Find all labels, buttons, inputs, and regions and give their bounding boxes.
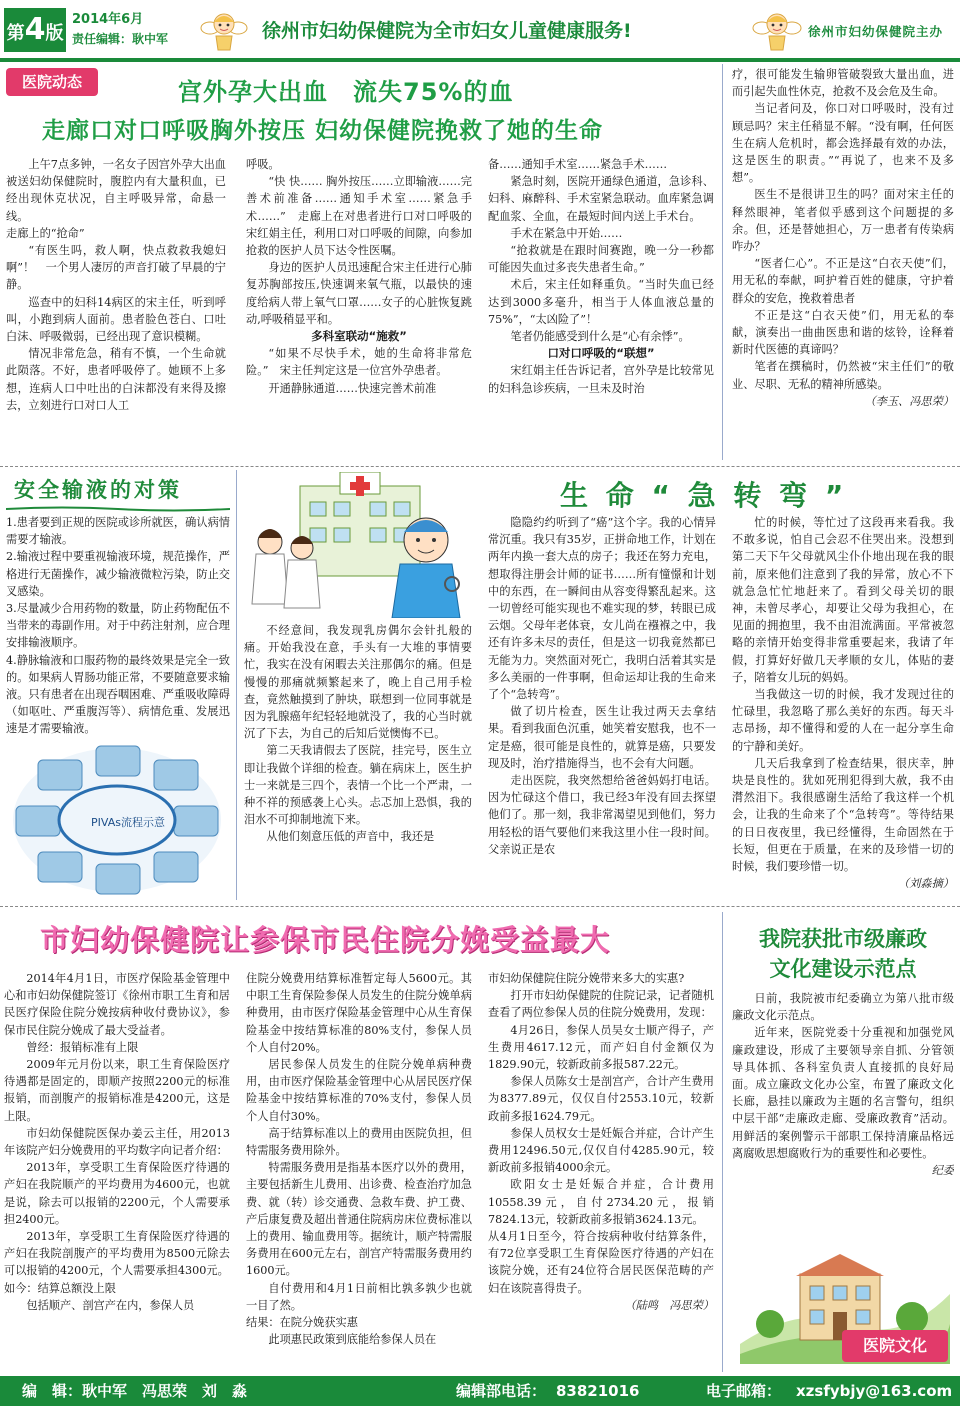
list-item: 4.静脉输液和口服药物的最终效果是完全一致的。如果病人胃肠功能正常，不要随意要求输液。只有患者在出现吞咽困难、严重吸收障碍（如呕吐、严重腹泻等）、病情危重、发展迅速是才需要输液。 bbox=[6, 653, 230, 736]
footer-bar bbox=[0, 1376, 960, 1406]
list-item: 3.尽量减少合用药物的数量，防止药物配伍不当带来的毒副作用。对于中药注射剂，应合理安排输液顺序。 bbox=[6, 602, 230, 650]
paragraph: 2009年元月份以来，职工生育保险医疗待遇都是固定的，即顺产按照2200元的标准报销，而剖腹产的报销标准是4200元，这是上限。 bbox=[4, 1058, 230, 1123]
byline: 纪委 bbox=[931, 1164, 954, 1178]
article1-title-line1: 宫外孕大出血 流失75%的血 bbox=[178, 78, 514, 106]
title-underline bbox=[6, 506, 230, 512]
paragraph: 备……通知手术室……紧急手术…… bbox=[488, 158, 668, 171]
paragraph: 自付费用和4月1日前相比孰多孰少也就一目了然。 bbox=[246, 1281, 472, 1312]
article1-column-2 bbox=[246, 156, 472, 462]
paragraph: 当我做这一切的时候，我才发现过往的忙碌里，我忽略了那么美好的东西。每天斗志昂扬，却不懂得和爱的人在一起分享生命的宁静和美好。 bbox=[732, 688, 954, 753]
section-divider bbox=[0, 466, 960, 467]
subheading: 口对口呼吸的“联想” bbox=[547, 346, 655, 361]
article1-column-4 bbox=[732, 66, 954, 462]
responsible-editor: 责任编辑：耿中军 bbox=[72, 32, 169, 46]
paragraph: “有医生吗，救人啊，快点救救我媳妇啊”！ 一个男人凄厉的声音打破了早晨的宁静。 bbox=[6, 244, 226, 292]
paragraph: 2013年，享受职工生育保险医疗待遇的产妇在我院顺产的平均费用为4600元，也就是说，除去可以报销的2200元，个人需要承担2400元。 bbox=[4, 1161, 230, 1226]
page-prefix: 第 bbox=[6, 23, 25, 44]
paragraph: 市妇幼保健院医保办姜云主任，用2013年该院产妇分娩费用的平均数字向记者介绍： bbox=[4, 1126, 230, 1158]
paragraph: 隐隐约约听到了“癌”这个字。我的心情异常沉重。我只有35岁，正拼命地工作，计划在两年内换一套大点的房子；我还在努力充电，想取得注册会计师的证书……所有憧憬和计划中的东西，在一瞬间由从容变得繁乱起来。这一切曾经可能实现也不难实现的梦，转眼已成云烟。父母年老体衰，女儿尚在襁褓之中，我还有许多未尽的责任，但是这一切我竟然都已无能为力。突然面对死亡，我明白活着其实是多么美丽的一件事啊，但命运却让我的生命来了个“急转弯”。 bbox=[488, 516, 716, 702]
paragraph: 此项惠民政策到底能给参保人员在 bbox=[268, 1333, 437, 1347]
paragraph: 欧阳女士是妊娠合并症，合计费用10558.39元，自付2734.20元，报销7824.13元，较新政前多报销3624.13元。 bbox=[488, 1178, 714, 1226]
paragraph: 术后，宋主任如释重负。“当时失血已经达到3000多毫升，相当于人体血液总量的75%”，“太凶险了”！ bbox=[488, 278, 714, 326]
paragraph: 做了切片检查，医生让我过两天去拿结果。看到我面色沉重，她笑着安慰我，也不一定是癌，很可能是良性的，就算是癌，只要发现及时，治疗措施得当，也不会有大问题。 bbox=[488, 705, 716, 770]
paragraph: 居民参保人员发生的住院分娩单病种费用，由市医疗保险基金管理中心从居民医疗保险基金中按结算标准的70%支付，参保人员个人自付30%。 bbox=[246, 1058, 472, 1123]
publisher-name: 徐州市妇幼保健院主办 bbox=[808, 24, 944, 39]
article5-title bbox=[734, 924, 952, 984]
section-tag-hospital-culture: 医院文化 bbox=[842, 1330, 948, 1362]
paragraph: 不正是这“白衣天使”们，用无私的奉献，演奏出一曲曲医患和谐的炫铃，诠释着新时代医德的真谛吗？ bbox=[732, 308, 954, 357]
article3-column-3 bbox=[732, 514, 954, 900]
paragraph: 几天后我拿到了检查结果，很庆幸，肿块是良性的。犹如死刑犯得到大赦，我不由潸然泪下。我很感谢生活给了我这样一个机会，让我的生命来了个“急转弯”。等待结果的日日夜夜里，我已经懂得，生命固然在于长短，但更在于质量，在来的及珍惜一切的时候，我们要珍惜一切。 bbox=[732, 756, 954, 874]
paragraph: 参保人员陈女士是剖宫产，合计产生费用为8377.89元，仅仅自付2553.10元，较新政前多报1624.79元。 bbox=[488, 1075, 714, 1123]
footer-phone-label: 编辑部电话： bbox=[456, 1382, 547, 1400]
paragraph: 手术在紧急中开始…… bbox=[510, 226, 623, 240]
column-divider bbox=[722, 64, 723, 460]
paragraph: 不经意间，我发现乳房偶尔会针扎般的痛。开始我没在意，手头有一大堆的事情要忙，我实在没有闲暇去关注那偶尔的痛。但是慢慢的那痛就频繁起来了，晚上自己用手检查，竟然触摸到了肿块，联想到一位同事就是因为乳腺癌年纪轻轻地就没了，我的心当时就沉了下去，为自己的后知后觉懊悔不已。 bbox=[244, 624, 472, 741]
article5-body bbox=[732, 990, 954, 1260]
paragraph: 走出医院，我突然想给爸爸妈妈打电话。因为忙碌这个借口，我已经3年没有回去探望他们了。那一刻，我非常渴望见到他们，努力用轻松的语气要他们来我这里小住一段时间。父亲说正是农 bbox=[488, 774, 716, 856]
paragraph: 当记者问及，你口对口呼吸时，没有过顾忌吗？宋主任稍显不解。“没有啊，任何医生在病人危机时，都会选择最有效的办法，这是医生的职责。”“再说了，也来不及多想”。 bbox=[732, 102, 954, 185]
pivas-workflow-photo bbox=[8, 740, 226, 900]
paragraph: “如果不尽快手术，她的生命将非常危险。” 宋主任判定这是一位宫外孕患者。 bbox=[246, 347, 472, 378]
paragraph: 笔者在撰稿时，仍然被“宋主任们”的敬业、尽职、无私的精神所感染。 bbox=[732, 360, 954, 391]
paragraph: 包括顺产、剖宫产在内，参保人员 bbox=[26, 1298, 195, 1312]
header-slogan: 徐州市妇幼保健院为全市妇女儿童健康服务! bbox=[262, 20, 632, 42]
article5-title-line1: 我院获批市级廉政 bbox=[759, 927, 927, 951]
paragraph: 笔者仍能感受到什么是“心有余悸”。 bbox=[510, 330, 690, 344]
byline: （刘淼摘） bbox=[898, 877, 954, 891]
column-divider bbox=[236, 470, 237, 900]
section-tag-hospital-news: 医院动态 bbox=[6, 68, 98, 96]
article1-column-1 bbox=[6, 156, 226, 462]
column-divider bbox=[722, 912, 723, 1372]
paragraph: 呼吸。 bbox=[246, 158, 280, 171]
paragraph: 特需服务费用是指基本医疗以外的费用，主要包括新生儿费用、出诊费、检查治疗加急费、就（转）诊交通费、急救车费、护工费、产后康复费及超出普通住院病房床位费标准以上的费用、输血费用等。据统计，顺产特需服务费用在600元左右，剖宫产特需服务费用约1600元。 bbox=[246, 1161, 472, 1278]
footer-email-label: 电子邮箱： bbox=[706, 1382, 782, 1400]
article5-title-line2: 文化建设示范点 bbox=[769, 957, 917, 981]
infusion-tips-list bbox=[6, 514, 230, 740]
paragraph: 参保人员权女士是妊娠合并症，合计产生费用12496.50元,仅仅自付4285.90元，较新政前多报销4000余元。 bbox=[488, 1126, 714, 1175]
paragraph: “快 快…… 胸外按压……立即输液……完善术前准备……通知手术室……紧急手术……” 走廊上在对患者进行口对口呼吸的宋红娟主任，利用口对口呼吸的间隙，向参加抢救的医护人员下达令性医嘱。 bbox=[246, 175, 472, 258]
byline: （李玉、冯思荣） bbox=[864, 394, 954, 408]
article1-title-line2: 走廊口对口呼吸胸外按压 妇幼保健院挽救了她的生命 bbox=[42, 118, 604, 144]
masthead bbox=[0, 0, 960, 60]
paragraph: 打开市妇幼保健院的住院记录，记者随机查看了两位参保人员的住院分娩费用，发现： bbox=[488, 989, 714, 1020]
paragraph: 上午7点多钟，一名女子因宫外孕大出血被送妇幼保健院时，腹腔内有大量积血，已经出现休克状况，自主呼吸异常，命悬一线。 bbox=[6, 158, 226, 223]
paragraph: 4月26日，参保人员吴女士顺产得子，产生费用4617.12元，而产妇自付金额仅为1829.90元，较新政前多报587.22元。 bbox=[488, 1023, 714, 1072]
paragraph: “医者仁心”。不正是这“白衣天使”们，用无私的奉献，呵护着百姓的健康，守护着群众的安危，挽救着患者 bbox=[732, 257, 954, 305]
article4-title: 市妇幼保健院让参保市民住院分娩受益最大 bbox=[40, 923, 611, 957]
pivas-caption: PIVAs流程示意 bbox=[91, 816, 165, 829]
paragraph: 曾经：报销标准有上限 bbox=[26, 1040, 139, 1054]
paragraph: 紧急时刻，医院开通绿色通道，急诊科、妇科、麻醉科、手术室紧急联动。血库紧急调配血浆、全血，在最短时间内送上手术台。 bbox=[488, 175, 714, 223]
nurses-hospital-illustration bbox=[240, 472, 476, 618]
paragraph: 住院分娩费用结算标准暂定每人5600元。其中职工生育保险参保人员发生的住院分娩单病种费用，由市医疗保险基金管理中心从生育保险基金中按结算标准的80%支付，参保人员个人自付20%。 bbox=[246, 972, 472, 1054]
paragraph: 开通静脉通道……快速完善术前准 bbox=[268, 381, 437, 395]
paragraph: 从4月1日至今，符合按病种收付结算条件，有72位享受职工生育保险医疗待遇的产妇在该院分娩，还有24位符合居民医保范畴的产妇在该院喜得贵子。 bbox=[488, 1230, 714, 1295]
page-suffix: 版 bbox=[45, 23, 64, 44]
page-number: 4 bbox=[24, 12, 46, 47]
article4-column-2 bbox=[246, 970, 472, 1370]
issue-date: 2014年6月 bbox=[72, 12, 144, 27]
paragraph: 如今：结算总额没上限 bbox=[4, 1281, 116, 1295]
page-number-badge bbox=[4, 8, 66, 52]
paragraph: 走廊上的“抢命” bbox=[6, 226, 85, 240]
paragraph: 从他们刻意压低的声音中，我还是 bbox=[266, 830, 435, 844]
paragraph: “抢救就是在跟时间赛跑，晚一分一秒都可能因失血过多丧失患者生命。” bbox=[488, 244, 714, 275]
paragraph: 巡查中的妇科14病区的宋主任，听到呼叫，小跑到病人面前。患者脸色苍白、口吐白沫、呼吸微弱，已经出现了意识模糊。 bbox=[6, 295, 226, 344]
paragraph: 近年来，医院党委十分重视和加强党风廉政建设，形成了主要领导亲自抓、分管领导具体抓、各科室负责人直接抓的良好局面。成立廉政文化办公室，布置了廉政文化长廊，悬挂以廉政为主题的名言警句，组织中层干部“走廉政走廊、受廉政教育”活动。用鲜活的案例警示干部职工保持清廉品格远离腐败思想腐败行为的重要性和必要性。 bbox=[732, 1026, 954, 1160]
paragraph: 情况非常危急，稍有不慎，一个生命就此陨落。不好，患者呼吸停了。她顾不上多想，连病人口中吐出的白沫都没有来得及擦去，立刻进行口对口人工 bbox=[6, 347, 226, 412]
footer-email[interactable]: xzsfybjy@163.com bbox=[796, 1382, 953, 1400]
paragraph: 忙的时候，等忙过了这段再来看我。我不敢多说，怕自己会忍不住哭出来。没想到第二天下午父母就风尘仆仆地出现在我的眼前，原来他们注意到了我的异常，放心不下就急急忙忙地赶来了。看到父母关切的眼神，未曾尽孝心，却要让父母为我担心，在见面的拥抱里，我不由泪流满面。平常被忽略的亲情开始变得非常重要起来，我请了年假，打算好好做几天孝顺的女儿，体贴的妻子，陪着女儿玩的妈妈。 bbox=[732, 516, 954, 684]
list-item: 2.输液过程中要重视输液环境，规范操作，严格进行无菌操作，减少输液微粒污染，防止交叉感染。 bbox=[6, 550, 230, 598]
article1-column-3 bbox=[488, 156, 714, 462]
article3-column-2 bbox=[488, 514, 716, 900]
header-rule bbox=[0, 58, 960, 62]
article3-column-1 bbox=[244, 622, 472, 900]
paragraph: 身边的医护人员迅速配合宋主任进行心肺复苏胸部按压,快速调来氧气瓶，以最快的速度给病人带上氧气口罩……女子的心脏恢复跳动,呼吸稍显平和。 bbox=[246, 261, 472, 326]
angel-mascot-icon bbox=[752, 6, 802, 54]
paragraph: 疗，很可能发生输卵管破裂致大量出血，进而引起失血性休克，抢救不及会危及生命。 bbox=[732, 68, 954, 99]
article4-column-3 bbox=[488, 970, 714, 1370]
paragraph: 医生不是很讲卫生的吗？面对宋主任的释然眼神，笔者似乎感到这个问题提的多余。但，还是替她担心，万一患者有传染病咋办？ bbox=[732, 188, 954, 254]
byline: （陆鸣 冯思荣） bbox=[624, 1298, 714, 1312]
paragraph: 日前，我院被市纪委确立为第八批市级廉政文化示范点。 bbox=[732, 992, 954, 1023]
paragraph: 2013年，享受职工生育保险医疗待遇的产妇在我院剖腹产的平均费用为8500元除去可以报销的4200元，个人需要承担4300元。 bbox=[4, 1230, 230, 1278]
subheading: 多科室联动“施救” bbox=[311, 329, 407, 344]
angel-mascot-icon bbox=[200, 6, 248, 54]
paragraph: 结果：在院分娩获实惠 bbox=[246, 1316, 358, 1330]
footer-editors: 编 辑：耿中军 冯思荣 刘 淼 bbox=[22, 1382, 248, 1400]
paragraph: 2014年4月1日，市医疗保险基金管理中心和市妇幼保健院签订《徐州市职工生育和居民医疗保险住院分娩按病种收付费协议》，参保市民住院分娩成了最大受益者。 bbox=[4, 972, 230, 1037]
article4-column-1 bbox=[4, 970, 230, 1370]
footer-phone: 83821016 bbox=[556, 1382, 640, 1400]
paragraph: 高于结算标准以上的费用由医院负担，但特需服务费用除外。 bbox=[246, 1126, 472, 1158]
section-divider bbox=[0, 906, 960, 907]
paragraph: 第二天我请假去了医院，挂完号，医生立即让我做个详细的检查。躺在病床上，医生护士一来就是三四个，表情一个比一个严肃，一种不祥的预感袭上心头。忐忑加上恐惧，我的泪水不可抑制地流下来。 bbox=[244, 744, 472, 827]
list-item: 1.患者要到正规的医院或诊所就医，确认病情需要才输液。 bbox=[6, 516, 230, 547]
article2-title: 安全输液的对策 bbox=[14, 478, 182, 502]
article3-title: 生 命 “ 急 转 弯 ” bbox=[560, 479, 848, 512]
paragraph: 市妇幼保健院住院分娩带来多大的实惠? bbox=[488, 972, 685, 985]
paragraph: 宋红娟主任告诉记者，宫外孕是比较常见的妇科急诊疾病，一旦未及时治 bbox=[488, 364, 714, 395]
